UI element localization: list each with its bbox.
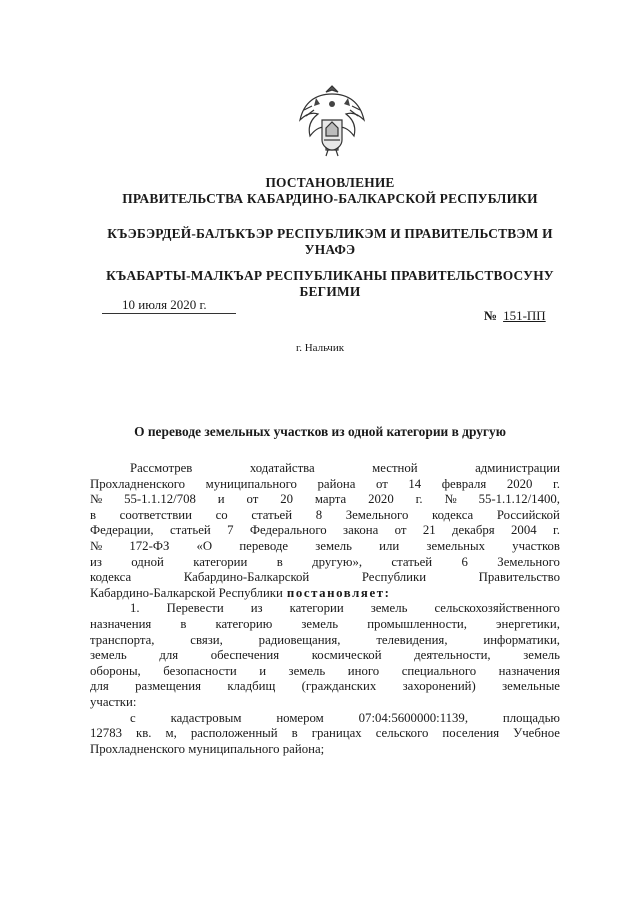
word: одной xyxy=(131,554,164,569)
word: 12783 xyxy=(90,726,122,741)
word: для xyxy=(159,648,179,663)
word: с xyxy=(130,710,136,725)
text-line xyxy=(90,711,560,727)
word: (гражданских xyxy=(301,679,377,694)
word: 20 xyxy=(280,492,294,507)
word: Рассмотрев xyxy=(130,461,193,475)
word: специального xyxy=(401,663,477,678)
word: назначения xyxy=(90,616,152,631)
word: соответствии xyxy=(119,507,192,522)
text-line xyxy=(90,492,560,508)
word: Перевести xyxy=(166,601,224,616)
word: от xyxy=(375,476,388,491)
word: Прохладненского xyxy=(90,476,186,491)
word: г. xyxy=(415,492,423,507)
word: 14 xyxy=(408,476,422,491)
decree-title: О переводе земельных участков из одной категории в другую xyxy=(134,424,506,439)
word: размещения xyxy=(135,679,201,694)
paragraph-1-last-line xyxy=(90,586,560,602)
paragraph-1 xyxy=(90,461,560,586)
word: категории xyxy=(289,601,344,616)
coat-of-arms-emblem xyxy=(296,80,368,160)
text-line xyxy=(90,555,560,571)
number-sign: № xyxy=(484,308,498,323)
text-span: Прохладненского муниципального района; xyxy=(90,741,325,756)
text-line xyxy=(90,617,560,633)
text-line xyxy=(90,508,560,524)
word: от xyxy=(394,523,407,538)
word: космической xyxy=(311,648,382,663)
word: 07:04:5600000:1139, xyxy=(358,710,469,725)
word: 2020 xyxy=(368,492,394,507)
word: Земельного xyxy=(345,507,409,522)
word: статьей xyxy=(170,523,211,538)
word: радиовещания, xyxy=(258,632,341,647)
header-line-1: ПОСТАНОВЛЕНИЕ xyxy=(265,175,395,190)
word: земель xyxy=(523,648,560,663)
word: Федерации, xyxy=(90,523,154,538)
word: обороны, xyxy=(90,663,141,678)
word: промышленности, xyxy=(367,616,467,631)
word: кв. xyxy=(136,726,152,741)
word: 21 xyxy=(422,523,436,538)
word: деятельности, xyxy=(414,648,491,663)
word: 172-ФЗ xyxy=(129,538,170,553)
header-line-4: УНАФЭ xyxy=(304,242,356,257)
header-line-5: КЪАБАРТЫ-МАЛКЪАР РЕСПУБЛИКАНЫ ПРАВИТЕЛЬСТВОСУНУ xyxy=(106,268,554,283)
word: земель xyxy=(90,648,127,663)
word: кладбищ xyxy=(227,679,276,694)
word: ходатайства xyxy=(249,461,315,475)
word: 8 xyxy=(315,507,323,522)
word: Федерального xyxy=(249,523,327,538)
word: безопасности xyxy=(163,663,237,678)
word: иного xyxy=(347,663,380,678)
text-line xyxy=(90,570,560,586)
word: 2020 xyxy=(506,476,533,491)
word: площадью xyxy=(502,710,560,725)
word: кодекса xyxy=(90,570,132,585)
header-line-2: ПРАВИТЕЛЬСТВА КАБАРДИНО-БАЛКАРСКОЙ РЕСПУБЛИКИ xyxy=(122,191,538,206)
word: связи, xyxy=(190,632,223,647)
text-span: Кабардино-Балкарской Республики xyxy=(90,585,283,600)
word: района xyxy=(317,476,356,491)
word: 7 xyxy=(227,523,234,538)
word: телевидения, xyxy=(376,632,448,647)
word: транспорта, xyxy=(90,632,155,647)
word: муниципального xyxy=(205,476,297,491)
word: расположенный xyxy=(190,726,278,741)
word: № xyxy=(444,492,457,507)
header-block-decree xyxy=(60,175,600,207)
word: сельского xyxy=(375,726,429,741)
word: местной xyxy=(372,461,418,475)
text-line xyxy=(90,539,560,555)
word: из xyxy=(90,554,102,569)
header-line-3: КЪЭБЭРДЕЙ-БАЛЪКЪЭР РЕСПУБЛИКЭМ И ПРАВИТЕЛЬСТВЭМ И xyxy=(107,226,553,241)
word: земель xyxy=(301,616,339,631)
word: категорию xyxy=(215,616,273,631)
word: земельные xyxy=(502,679,560,694)
word: или xyxy=(379,538,400,553)
text-line xyxy=(90,477,560,493)
word: г. xyxy=(552,476,560,491)
word: земель xyxy=(370,601,408,616)
word: для xyxy=(90,679,109,694)
word: статьей xyxy=(391,554,433,569)
header-block-kabardian xyxy=(60,226,600,258)
word: 55-1.1.12/708 xyxy=(124,492,196,507)
word: в xyxy=(291,726,298,741)
text-line xyxy=(90,679,560,695)
text-line xyxy=(90,664,560,680)
word: Правительство xyxy=(478,570,560,585)
word: в xyxy=(276,554,283,569)
word: другую», xyxy=(312,554,363,569)
word: участков xyxy=(512,538,560,553)
word: декабря xyxy=(451,523,495,538)
word: сельскохозяйственного xyxy=(434,601,560,616)
header-line-6: БЕГИМИ xyxy=(299,284,361,299)
word: земель xyxy=(315,538,353,553)
word: № xyxy=(90,492,103,507)
number-value: 151-ПП xyxy=(503,308,546,323)
word: со xyxy=(215,507,228,522)
word: категории xyxy=(193,554,248,569)
word: обеспечения xyxy=(210,648,280,663)
word: переводе xyxy=(239,538,289,553)
word: статьей xyxy=(251,507,293,522)
word: земельных xyxy=(426,538,486,553)
paragraph-3-last-line xyxy=(90,742,560,758)
word: закона xyxy=(343,523,379,538)
paragraph-2-last-line xyxy=(90,695,560,711)
word: марта xyxy=(314,492,347,507)
word: энергетики, xyxy=(496,616,560,631)
word: из xyxy=(250,601,263,616)
decree-body xyxy=(90,461,560,757)
word: 6 xyxy=(461,554,468,569)
decree-verb: постановляет: xyxy=(286,585,391,600)
word: номером xyxy=(276,710,324,725)
word: Кабардино-Балкарской xyxy=(183,570,310,585)
word: от xyxy=(246,492,259,507)
text-line xyxy=(90,523,560,539)
word: границах xyxy=(311,726,362,741)
word: в xyxy=(180,616,187,631)
decree-date: 10 июля 2020 г. xyxy=(102,297,236,314)
word: 1. xyxy=(130,601,140,616)
word: февраля xyxy=(441,476,487,491)
text-line xyxy=(90,461,560,477)
paragraph-2 xyxy=(90,601,560,695)
word: № xyxy=(90,538,103,553)
word: поселения xyxy=(442,726,500,741)
word: и xyxy=(259,663,267,678)
word: 55-1.1.12/1400, xyxy=(478,492,560,507)
word: кодекса xyxy=(432,507,474,522)
text-line xyxy=(90,648,560,664)
paragraph-3 xyxy=(90,711,560,742)
word: г. xyxy=(552,523,560,538)
text-line xyxy=(90,601,560,617)
word: м, xyxy=(165,726,177,741)
word: информатики, xyxy=(483,632,560,647)
word: и xyxy=(217,492,225,507)
word: в xyxy=(90,507,97,522)
word: кадастровым xyxy=(170,710,242,725)
word: администрации xyxy=(475,461,560,475)
text-line xyxy=(90,633,560,649)
city-name: г. Нальчик xyxy=(295,342,345,354)
word: захоронений) xyxy=(402,679,476,694)
word: земель xyxy=(288,663,326,678)
word: 2004 xyxy=(511,523,537,538)
word: Земельного xyxy=(497,554,560,569)
word: Учебное xyxy=(513,726,560,741)
word: назначения xyxy=(498,663,560,678)
word: «О xyxy=(196,538,213,553)
word: Республики xyxy=(361,570,427,585)
word: Российской xyxy=(496,507,560,522)
decree-number xyxy=(484,308,546,324)
header-block-balkar xyxy=(60,268,600,300)
text-line xyxy=(90,726,560,742)
text-span: участки: xyxy=(90,694,137,709)
